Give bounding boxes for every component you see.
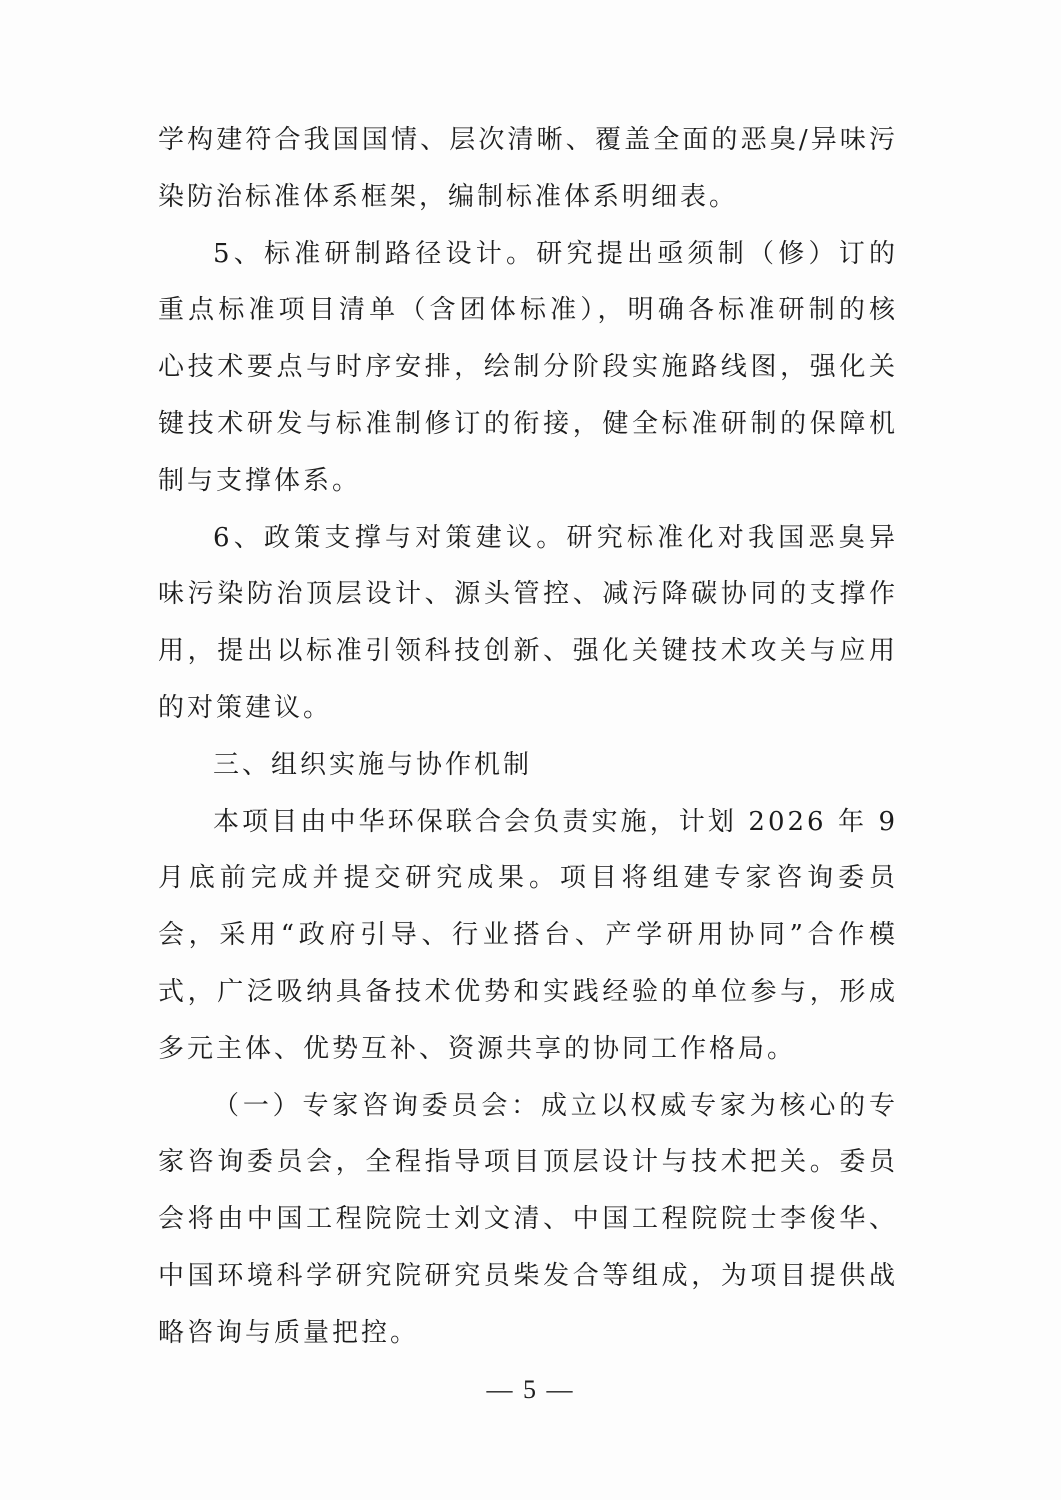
paragraph-implementation: 本项目由中华环保联合会负责实施，计划 2026 年 9 月底前完成并提交研究成果。项目将组建专家咨询委员会，采用“政府引导、行业搭台、产学研用协同”合作模式，广泛吸纳具备技术优势和实践经验的单位参与，形成多元主体、优势互补、资源共享的协同工作格局。	[158, 806, 898, 1064]
page-number: — 5 —	[486, 1375, 575, 1404]
section-heading: 三、组织实施与协作机制	[213, 749, 533, 780]
paragraph-expert-committee: （一）专家咨询委员会：成立以权威专家为核心的专家咨询委员会，全程指导项目顶层设计与技术把关。委员会将由中国工程院院士刘文清、中国工程院院士李俊华、中国环境科学研究院研究员柴发合等组成，为项目提供战略咨询与质量把控。	[158, 1090, 898, 1348]
paragraph-item-5: 5、标准研制路径设计。研究提出亟须制（修）订的重点标准项目清单（含团体标准），明确各标准研制的核心技术要点与时序安排，绘制分阶段实施路线图，强化关键技术研发与标准制修订的衔接，健全标准研制的保障机制与支撑体系。	[158, 238, 898, 496]
paragraph-item-6: 6、政策支撑与对策建议。研究标准化对我国恶臭异味污染防治顶层设计、源头管控、减污降碳协同的支撑作用，提出以标准引领科技创新、强化关键技术攻关与应用的对策建议。	[158, 522, 898, 723]
paragraph-continuation: 学构建符合我国国情、层次清晰、覆盖全面的恶臭/异味污染防治标准体系框架，编制标准体系明细表。	[158, 125, 898, 212]
document-body	[158, 112, 898, 1362]
